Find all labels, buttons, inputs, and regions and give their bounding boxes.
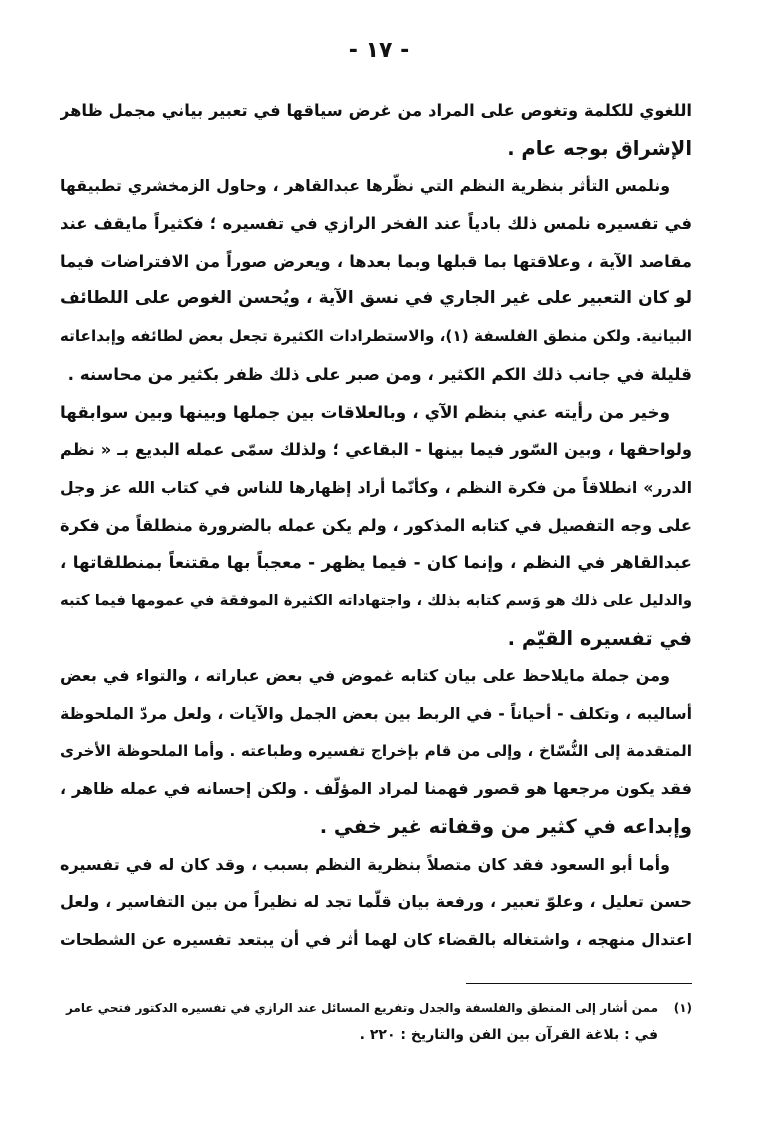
text-line: اعتدال منهجه ، واشتغاله بالقضاء كان لهما أثر في أن يبتعد تفسيره عن الشطحات — [60, 930, 692, 950]
footnote-text: ممن أشار إلى المنطق والفلسفة والجدل وتفريع المسائل عند الرازي في تفسيره الدكتور فتحي عامر — [65, 1001, 658, 1015]
text-line: عبدالقاهر في النظم ، وإنما كان - فيما يظهر - معجباً بها مقتنعاً بمنطلقاتها ، — [60, 552, 692, 573]
text-line: مقاصد الآية ، وعلاقتها بما قبلها وبما بعدها ، ويعرض صوراً من الافتراضات فيما — [60, 251, 692, 271]
text-line: اللغوي للكلمة وتغوص على المراد من غرض سياقها في تعبير بياني مجمل ظاهر — [60, 101, 692, 120]
text-line: والدليل على ذلك هو وَسم كتابه بذلك ، واجتهاداته الكثيرة الموفقة في عمومها فيما كتبه — [60, 591, 692, 609]
text-line: على وجه التفصيل في كتابه المذكور ، ولم يكن عمله بالضرورة منطلقاً من فكرة — [60, 515, 692, 535]
text-line: حسن تعليل ، وعلوّ تعبير ، ورفعة بيان قلّما تجد له نظيراً من بين التفاسير ، ولعل — [60, 892, 692, 912]
footnote-marker: (١) — [673, 1001, 692, 1015]
text-line: وإبداعه في كثير من وقفاته غير خفي . — [319, 815, 692, 839]
main-text — [60, 92, 692, 959]
text-line: ولواحقها ، وبين السّور فيما بينها - البقاعي ؛ ولذلك سمّى عمله البديع بـ « نظم — [60, 440, 692, 460]
text-line: الإشراق بوجه عام . — [507, 136, 692, 160]
text-line: لو كان التعبير على غير الجاري في نسق الآية ، ويُحسن الغوص على اللطائف — [60, 288, 692, 309]
footnote-separator — [466, 983, 692, 984]
text-line: في تفسيره نلمس ذلك بادياً عند الفخر الرازي في تفسيره ؛ فكثيراً مايقف عند — [60, 214, 692, 234]
text-line: وخير من رأيته عني بنظم الآي ، وبالعلاقات بين جملها وبينها وبين سوابقها — [60, 401, 670, 422]
footnote — [60, 995, 692, 1049]
text-line: في تفسيره القيّم . — [507, 626, 692, 650]
footnote-text: في : بلاغة القرآن بين الفن والتاريخ : ٢٢٠ . — [359, 1027, 658, 1043]
page-number: - ١٧ - — [348, 38, 410, 63]
text-line: أساليبه ، وتكلف - أحياناً - في الربط بين بعض الجمل والآيات ، ولعل مردّ الملحوظة — [60, 704, 692, 723]
text-line: المتقدمة إلى النُّسّاخ ، وإلى من قام بإخراج تفسيره وطباعته . وأما الملحوظة الأخرى — [60, 741, 692, 760]
text-line: قليلة في جانب ذلك الكم الكثير ، ومن صبر على ذلك ظفر بكثير من محاسنه . — [67, 363, 692, 384]
footnote-line — [60, 1022, 692, 1049]
text-line: الدرر» انطلاقاً من فكرة النظم ، وكأنّما أراد إظهارها للناس في كتاب الله عز وجل — [60, 477, 692, 497]
text-line: ونلمس التأثر بنظرية النظم التي نظّرها عبدالقاهر ، وحاول الزمخشري تطبيقها — [60, 176, 670, 196]
text-line: وأما أبو السعود فقد كان متصلاً بنظرية النظم بسبب ، وقد كان له في تفسيره — [60, 854, 670, 874]
text-line: البيانية. ولكن منطق الفلسفة (١)، والاستطرادات الكثيرة تجعل بعض لطائفه وإبداعاته — [60, 327, 692, 346]
footnote-line — [60, 995, 692, 1022]
text-line: فقد يكون مرجعها هو قصور فهمنا لمراد المؤلّف . ولكن إحسانه في عمله ظاهر ، — [60, 779, 692, 799]
text-line: ومن جملة مايلاحظ على بيان كتابه غموض في بعض عباراته ، والتواء في بعض — [60, 666, 670, 686]
